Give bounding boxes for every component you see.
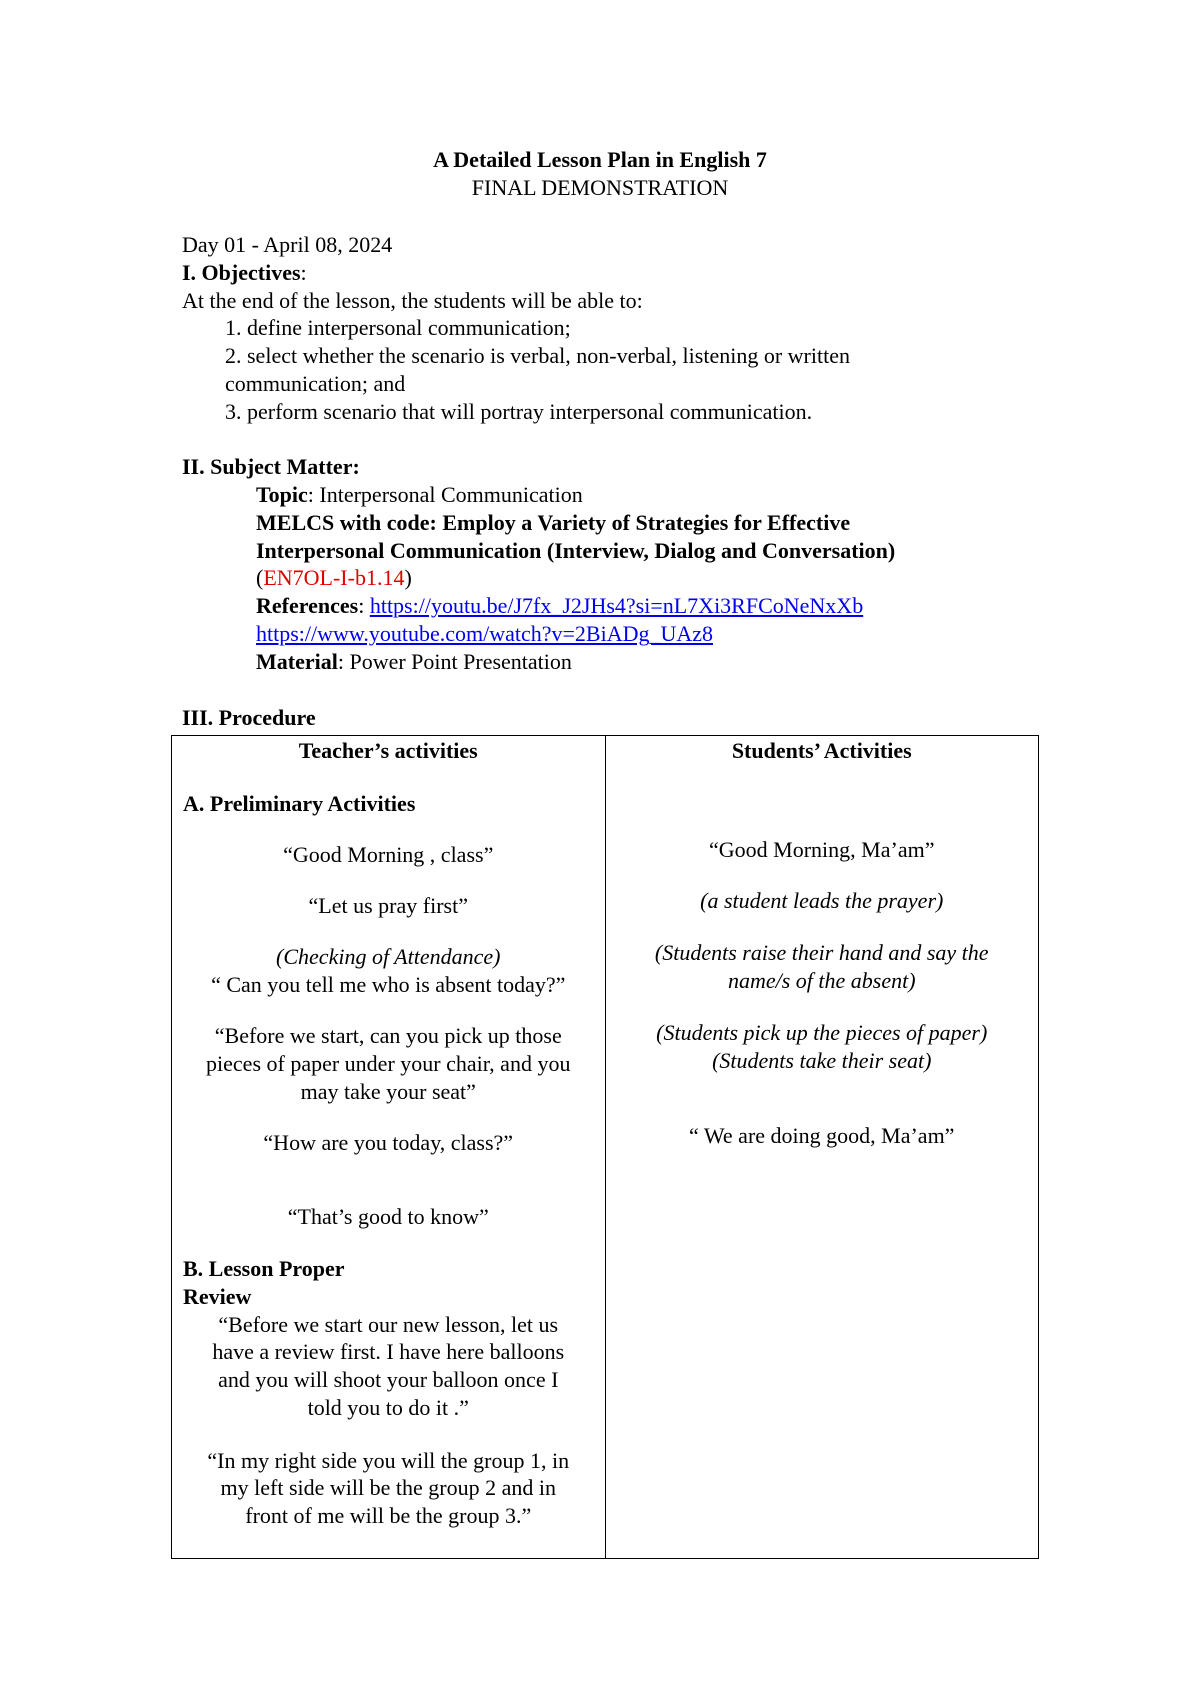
students-absent-line: name/s of the absent): [727, 968, 916, 993]
teacher-greeting: “Good Morning , class”: [283, 842, 494, 867]
material-line: [256, 648, 572, 676]
students-column: [605, 736, 1039, 1559]
groups-line: my left side will be the group 2 and in: [220, 1475, 556, 1500]
teacher-paper-line: “Before we start, can you pick up those: [214, 1023, 562, 1048]
date-line: Day 01 - April 08, 2024: [182, 232, 393, 257]
objective-item: 3. perform scenario that will portray interpersonal communication.: [225, 399, 813, 424]
code-open-paren: (: [256, 565, 264, 590]
reference-link-1[interactable]: https://youtu.be/J7fx_J2JHs4?si=nL7Xi3RFCoNeNxXb: [369, 593, 864, 618]
teacher-column: [172, 736, 606, 1559]
topic-value: : Interpersonal Communication: [307, 482, 583, 507]
procedure-heading: III. Procedure: [182, 705, 316, 730]
objectives-heading-text: I. Objectives: [182, 260, 301, 285]
code-close-paren: ): [404, 565, 412, 590]
objectives-heading-colon: :: [300, 260, 307, 285]
review-line: and you will shoot your balloon once I: [218, 1367, 559, 1392]
students-paper-line: (Students pick up the pieces of paper): [656, 1020, 988, 1045]
groups-line: “In my right side you will the group 1, in: [207, 1448, 570, 1473]
reference-line-2: [256, 620, 713, 648]
reference-link-2[interactable]: https://www.youtube.com/watch?v=2BiADg_UAz8: [256, 621, 714, 646]
teacher-good-to-know: “That’s good to know”: [287, 1204, 489, 1229]
references-line: [256, 592, 863, 620]
students-prayer: (a student leads the prayer): [700, 888, 944, 913]
attendance-note: (Checking of Attendance): [276, 944, 501, 969]
students-seat-line: (Students take their seat): [712, 1048, 932, 1073]
lesson-proper-heading: B. Lesson Proper: [183, 1256, 345, 1281]
document-subtitle: FINAL DEMONSTRATION: [471, 175, 729, 200]
melcs-line-2: Interpersonal Communication (Interview, Dialog and Conversation): [256, 538, 896, 563]
teacher-how-are-you: “How are you today, class?”: [263, 1130, 514, 1155]
teacher-paper-line: may take your seat”: [300, 1079, 476, 1104]
topic-label: Topic: [256, 482, 308, 507]
topic-line: [256, 481, 583, 509]
review-line: “Before we start our new lesson, let us: [218, 1312, 559, 1337]
students-doing-good: “ We are doing good, Ma’am”: [689, 1123, 955, 1148]
melcs-code: EN7OL-I-b1.14: [263, 565, 405, 590]
review-heading: Review: [183, 1284, 252, 1309]
groups-line: front of me will be the group 3.”: [245, 1503, 532, 1528]
document-title: A Detailed Lesson Plan in English 7: [433, 147, 767, 172]
objectives-heading: [182, 259, 307, 287]
references-label: References: [256, 593, 359, 618]
students-column-header: Students’ Activities: [731, 738, 912, 763]
melcs-code-line: [256, 564, 412, 592]
objective-item: 1. define interpersonal communication;: [225, 315, 571, 340]
subject-matter-heading: II. Subject Matter:: [182, 454, 360, 479]
teacher-paper-line: pieces of paper under your chair, and you: [206, 1051, 571, 1076]
attendance-question: “ Can you tell me who is absent today?”: [211, 972, 566, 997]
material-value: : Power Point Presentation: [337, 649, 572, 674]
objective-item: 2. select whether the scenario is verbal, non-verbal, listening or written: [225, 343, 850, 368]
procedure-table: [171, 735, 1039, 1559]
objective-item-continuation: communication; and: [225, 371, 406, 396]
review-line: have a review first. I have here balloons: [212, 1339, 565, 1364]
teacher-pray: “Let us pray first”: [308, 893, 468, 918]
melcs-line-1: MELCS with code: Employ a Variety of Strategies for Effective: [256, 510, 851, 535]
students-greeting: “Good Morning, Ma’am”: [709, 837, 935, 862]
material-label: Material: [256, 649, 338, 674]
references-colon: :: [358, 593, 370, 618]
students-absent-line: (Students raise their hand and say the: [654, 940, 989, 965]
objectives-intro: At the end of the lesson, the students will be able to:: [182, 288, 643, 313]
review-line: told you to do it .”: [307, 1395, 469, 1420]
preliminary-heading: A. Preliminary Activities: [183, 791, 416, 816]
teacher-column-header: Teacher’s activities: [298, 738, 478, 763]
